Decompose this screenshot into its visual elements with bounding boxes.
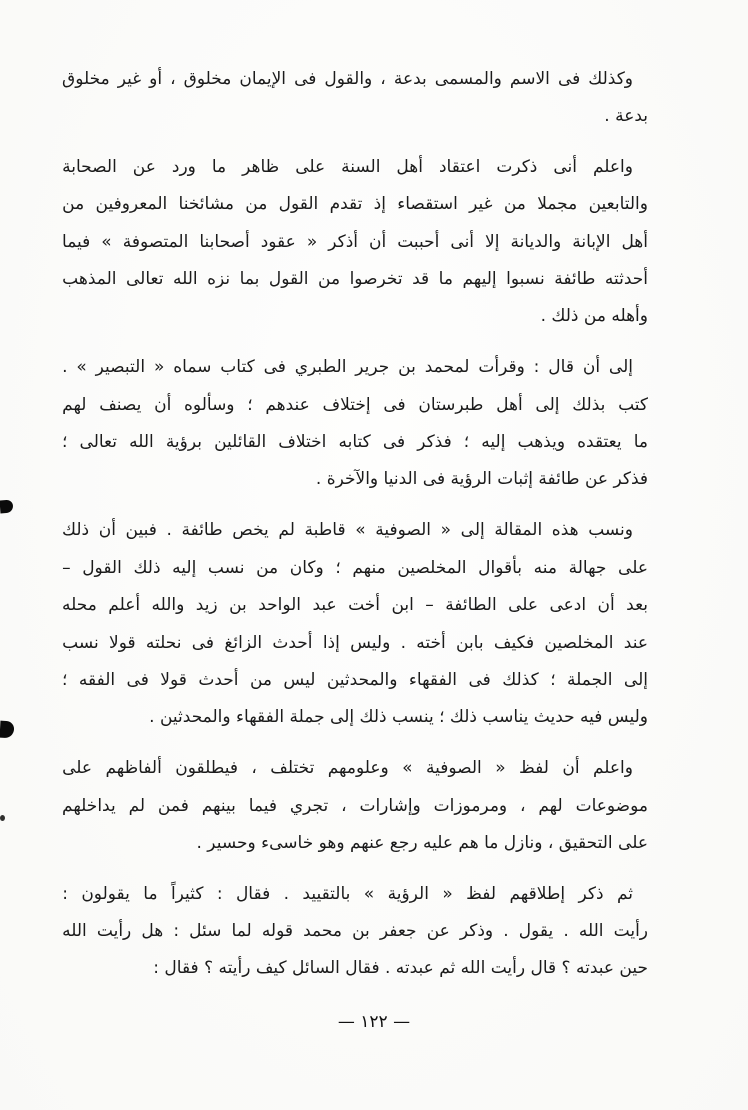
word: أخته	[416, 632, 446, 653]
text-line: وأهله من ذلك .	[540, 306, 648, 326]
text-line	[62, 512, 648, 550]
word: نحلته	[145, 632, 182, 653]
word: «	[442, 883, 453, 904]
word: قال	[548, 357, 574, 378]
text-line	[62, 60, 648, 98]
text-line: بدعة .	[604, 105, 648, 126]
word: المتصوفة	[122, 231, 189, 252]
word: الرؤية	[387, 883, 429, 904]
word: وليس	[350, 632, 391, 653]
word: لهم	[62, 394, 87, 415]
word: ثم	[616, 883, 633, 904]
word: كذلك	[502, 670, 539, 691]
word: فى	[191, 632, 215, 653]
word: بما	[239, 269, 260, 290]
word: .	[563, 921, 569, 942]
word: بابن	[456, 632, 484, 653]
word: أنى	[553, 156, 577, 177]
word: فى	[382, 432, 406, 453]
word: أن	[369, 231, 387, 252]
word: طائفة	[554, 269, 596, 290]
word: ؛	[62, 432, 68, 453]
word: .	[166, 520, 172, 541]
word: إختلاف	[322, 394, 371, 415]
word: بذلك	[572, 394, 606, 415]
word: السنة	[341, 156, 381, 177]
word: رأيت	[613, 921, 648, 942]
word: ألفاظهم	[105, 758, 162, 779]
text-line	[62, 662, 648, 700]
word: عن	[132, 156, 156, 177]
word: جرير	[355, 357, 390, 378]
word: .	[283, 883, 289, 904]
word: الإيمان	[239, 68, 287, 89]
word: إليه	[481, 432, 506, 453]
word: والمحدثين	[326, 670, 398, 691]
word: الصحابة	[62, 156, 117, 177]
word: .	[503, 921, 509, 942]
word: أن	[597, 595, 615, 616]
word: ؛	[62, 670, 68, 691]
word: وسألوه	[184, 394, 235, 415]
word: المذهب	[62, 269, 117, 290]
text-line: وليس فيه حديث يناسب ذلك ؛ ينسب ذلك إلى جملة الفقهاء والمحدثين .	[149, 707, 648, 727]
word: من	[62, 194, 85, 215]
word: نسب	[207, 557, 245, 578]
word: »	[363, 883, 375, 904]
word: لم	[278, 520, 295, 541]
word: »	[101, 231, 112, 252]
word: الجملة	[567, 670, 613, 691]
word: لهم	[538, 795, 563, 816]
word: أعلم	[108, 595, 141, 616]
word: من	[249, 670, 272, 691]
word: المعروفين	[95, 194, 168, 215]
word: :	[62, 883, 68, 904]
word: ظاهر	[242, 156, 280, 177]
word: فى	[263, 357, 286, 378]
word: –	[425, 595, 434, 616]
text-line	[62, 549, 648, 587]
text-line: فذكر عن طائفة إثبات الرؤية فى الدنيا والآخرة .	[315, 469, 648, 489]
word: إليهم	[462, 269, 497, 290]
word: أذكر	[328, 231, 358, 252]
word: طائفة	[181, 520, 223, 541]
word: القائلين	[214, 432, 267, 453]
word: ونسب	[588, 520, 633, 541]
word: ما	[633, 432, 648, 453]
text-line	[62, 148, 648, 186]
word: الطائفة	[445, 595, 497, 616]
word: ،	[170, 68, 176, 89]
word: ،	[341, 795, 347, 816]
word: غير	[117, 68, 142, 89]
word: اعتقاد	[438, 156, 481, 177]
word: والله	[151, 595, 185, 616]
word: بالتقييد	[302, 883, 351, 904]
word: أن	[98, 520, 116, 541]
text-line: حين عبدته ؟ قال رأيت الله ثم عبدته . فقال السائل كيف رأيته ؟ فقال :	[153, 958, 648, 978]
text-line	[62, 587, 648, 625]
text-line: على التحقيق ، ونازل ما هم عليه رجع عنهم وهو خاسىء وحسير .	[196, 832, 648, 853]
word: الله	[172, 269, 198, 290]
word: الفقهاء	[408, 670, 458, 691]
word: كتابه	[338, 432, 371, 453]
word: الطبري	[294, 357, 347, 378]
word: هذه	[551, 520, 579, 541]
word: أحدثته	[604, 269, 648, 290]
word: عند	[623, 632, 648, 653]
word: محمد	[303, 921, 342, 942]
word: أهل	[396, 156, 423, 177]
word: لفظ	[466, 883, 497, 904]
word: ما	[143, 883, 158, 904]
word: وعلومهم	[327, 758, 389, 779]
word: هل	[141, 921, 164, 942]
word: القول	[82, 557, 122, 578]
word: ؛	[463, 432, 470, 453]
word: الله	[578, 921, 604, 942]
word: منهم	[352, 557, 386, 578]
word: ذلك	[133, 557, 161, 578]
word: نسب	[62, 632, 99, 653]
word: كثيراً	[170, 883, 204, 904]
word: أحدث	[272, 632, 313, 653]
word: .	[400, 632, 406, 653]
paragraph	[62, 148, 648, 336]
word: ويذهب	[517, 432, 566, 453]
word: وكان	[289, 557, 324, 578]
word: من	[256, 557, 279, 578]
word: وقرأت	[478, 357, 525, 378]
word: ؛	[335, 557, 341, 578]
word: غير	[469, 194, 493, 215]
word: «	[306, 231, 318, 252]
word: تختلف	[270, 758, 315, 779]
word: ورد	[171, 156, 196, 177]
word: لم	[128, 795, 146, 816]
word: ومرموزات	[433, 795, 508, 816]
word: سماه	[173, 357, 212, 378]
word: جهالة	[568, 557, 607, 578]
word: فيطلقون	[175, 758, 238, 779]
word: أن	[154, 394, 172, 415]
paragraph	[62, 875, 648, 988]
word: عن	[426, 921, 450, 942]
word: إلى	[608, 357, 633, 378]
word: فبين	[125, 520, 157, 541]
text-line	[62, 424, 648, 462]
ink-smudge	[0, 721, 14, 739]
word: مشائخنا	[178, 194, 234, 215]
ink-smudge	[0, 500, 13, 514]
word: إلى	[460, 520, 485, 541]
text-line	[62, 787, 648, 825]
word: فى	[294, 68, 317, 89]
word: اختلاف	[278, 432, 327, 453]
word: »	[355, 520, 366, 541]
word: على	[295, 156, 326, 177]
word: بن	[229, 595, 247, 616]
word: وكذلك	[588, 68, 633, 89]
word: الله	[62, 921, 87, 942]
word: »	[76, 357, 87, 378]
word: قولا	[109, 632, 136, 653]
word: الاسم	[509, 68, 550, 89]
word: :	[173, 921, 180, 942]
paragraph	[62, 349, 648, 499]
word: محله	[62, 595, 97, 616]
word: منه	[533, 557, 557, 578]
text-line	[62, 875, 648, 913]
word: الزائغ	[224, 632, 263, 653]
word: الفقه	[78, 670, 116, 691]
word: قولا	[160, 670, 187, 691]
word: أن	[582, 357, 601, 378]
word: أن	[562, 758, 580, 779]
word: الله	[129, 432, 154, 453]
word: :	[533, 357, 540, 378]
page-text-block	[62, 60, 648, 1001]
word: قاطبة	[304, 520, 346, 541]
word: إلى	[535, 394, 560, 415]
word: والقول	[324, 68, 373, 89]
paragraph	[62, 512, 648, 737]
word: ؛	[550, 670, 556, 691]
word: بأقوال	[478, 557, 523, 578]
word: من	[318, 269, 341, 290]
word: تقدم	[329, 194, 363, 215]
word: نسبوا	[506, 269, 545, 290]
word: فى	[468, 670, 491, 691]
text-line	[62, 750, 648, 788]
word: يداخلهم	[62, 795, 116, 816]
word: مخلوق	[62, 68, 110, 89]
word: وذكر	[459, 921, 494, 942]
word: «	[153, 357, 165, 378]
word: نزه	[207, 269, 231, 290]
word: على	[618, 557, 648, 578]
text-line	[62, 913, 648, 951]
word: القول	[268, 269, 309, 290]
word: وإشارات	[359, 795, 421, 816]
word: –	[62, 557, 71, 578]
word: إلا	[485, 231, 500, 252]
word: مخلوق	[183, 68, 232, 89]
word: ذكرت	[496, 156, 538, 177]
word: استقصاء	[397, 194, 458, 215]
word: واعلم	[592, 156, 633, 177]
word: القول	[278, 194, 319, 215]
word: والمسمى	[434, 68, 502, 89]
word: تجري	[289, 795, 329, 816]
word: جعفر	[379, 921, 417, 942]
word: المخلصين	[397, 557, 467, 578]
word: موضوعات	[575, 795, 648, 816]
word: تعالى	[79, 432, 117, 453]
word: ،	[380, 68, 386, 89]
word: عندهم	[265, 394, 310, 415]
word: أو	[149, 68, 163, 89]
word: والديانة	[510, 231, 562, 252]
word: لمحمد	[424, 357, 470, 378]
word: أصحابنا	[199, 231, 250, 252]
word: رأيت	[96, 921, 132, 942]
paragraph	[62, 750, 648, 863]
word: يخص	[232, 520, 269, 541]
word: «	[440, 520, 452, 541]
word: إذا	[322, 632, 340, 653]
word: أحببت	[397, 231, 440, 252]
word: ليس	[283, 670, 316, 691]
page-number-label: — ١٢٢ —	[337, 1012, 411, 1032]
word: فقال	[235, 883, 271, 904]
word: على	[508, 595, 539, 616]
word: برؤية	[165, 432, 202, 453]
word: قد	[412, 269, 430, 290]
word: أهل	[621, 231, 648, 252]
word: إلى	[623, 670, 648, 691]
word: يقول	[518, 921, 554, 942]
word: قوله	[261, 921, 294, 942]
word: أهل	[496, 394, 523, 415]
word: فى	[557, 68, 581, 89]
word: كتب	[618, 394, 648, 415]
word: الواحد	[258, 595, 302, 616]
word: ما	[438, 269, 453, 290]
word: بن	[352, 921, 370, 942]
word: ادعى	[549, 595, 587, 616]
word: ذكر	[578, 883, 604, 904]
word: يصنف	[99, 394, 142, 415]
word: من	[503, 194, 526, 215]
word: فكيف	[493, 632, 535, 653]
word: «	[495, 758, 506, 779]
word: تخرصوا	[349, 269, 403, 290]
word: فيما	[62, 231, 91, 252]
word: إذ	[373, 194, 386, 215]
word: أخت	[348, 595, 381, 616]
word: ،	[251, 758, 257, 779]
word: لما	[231, 921, 252, 942]
page-number	[0, 1012, 748, 1032]
word: بن	[398, 357, 416, 378]
word: ؛	[247, 394, 253, 415]
word: إطلاقهم	[509, 883, 566, 904]
word: الصوفية	[425, 758, 482, 779]
word: الإبانة	[572, 231, 611, 252]
word: سئل	[189, 921, 222, 942]
text-line	[62, 349, 648, 387]
word: المقالة	[494, 520, 543, 541]
word: ابن	[391, 595, 414, 616]
word: التبصير	[95, 357, 146, 378]
word: فيما	[248, 795, 277, 816]
word: المخلصين	[544, 632, 614, 653]
word: بينهم	[201, 795, 236, 816]
word: إليه	[172, 557, 197, 578]
word: أنى	[450, 231, 475, 252]
text-line	[62, 261, 648, 299]
word: يعتقده	[577, 432, 622, 453]
word: فى	[383, 394, 406, 415]
text-line	[62, 223, 648, 261]
word: واعلم	[592, 758, 633, 779]
word: فمن	[157, 795, 189, 816]
text-line	[62, 624, 648, 662]
word: تعالى	[125, 269, 164, 290]
word: ،	[520, 795, 526, 816]
word: بعد	[626, 595, 648, 616]
word: طبرستان	[418, 394, 484, 415]
word: فى	[126, 670, 149, 691]
paragraph	[62, 60, 648, 135]
word: على	[62, 758, 93, 779]
text-line	[62, 386, 648, 424]
word: فذكر	[417, 432, 452, 453]
word: عقود	[260, 231, 296, 252]
word: :	[216, 883, 223, 904]
word: زيد	[195, 595, 218, 616]
text-line	[62, 186, 648, 224]
word: عبد	[312, 595, 337, 616]
word: والتابعين	[588, 194, 648, 215]
word: يقولون	[81, 883, 130, 904]
word: مجملا	[537, 194, 578, 215]
word: .	[62, 357, 68, 378]
word: بدعة	[393, 68, 427, 89]
word: »	[402, 758, 413, 779]
word: الصوفية	[375, 520, 432, 541]
word: من	[245, 194, 268, 215]
word: لفظ	[519, 758, 549, 779]
word: ما	[211, 156, 227, 177]
word: ذلك	[62, 520, 90, 541]
word: كتاب	[220, 357, 255, 378]
ink-speck	[0, 815, 5, 821]
word: أحدث	[198, 670, 239, 691]
